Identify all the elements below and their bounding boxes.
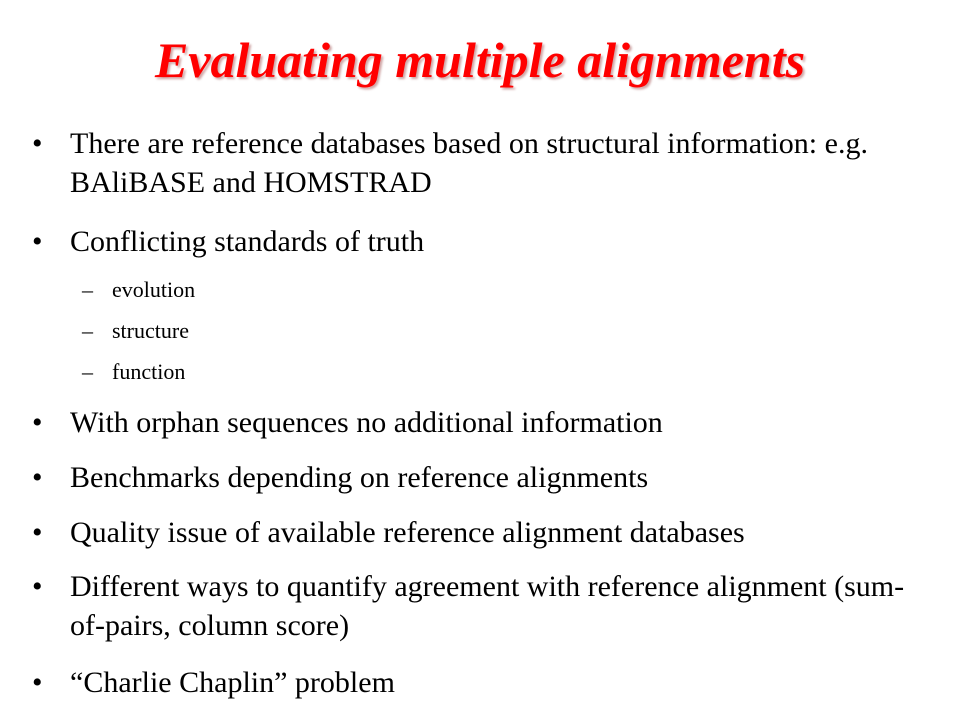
bullet-text: Conflicting standards of truth bbox=[70, 225, 425, 258]
bullet-text: Benchmarks depending on reference alignments bbox=[70, 461, 649, 494]
bullet-text: Different ways to quantify agreement with reference alignment (sum-of-pairs, column score) bbox=[70, 570, 905, 642]
sub-bullet-text: function bbox=[112, 359, 186, 384]
bullet-item bbox=[32, 403, 930, 442]
bullet-text: With orphan sequences no additional information bbox=[70, 406, 663, 439]
bullet-text: There are reference databases based on structural information: e.g. BAliBASE and HOMSTRAD bbox=[70, 127, 868, 199]
sub-bullet-marker: – bbox=[82, 318, 93, 343]
sub-bullet-item bbox=[82, 317, 812, 345]
bullet-item bbox=[32, 663, 930, 702]
bullet-text: “Charlie Chaplin” problem bbox=[70, 666, 395, 699]
sub-bullet-text: structure bbox=[112, 318, 189, 343]
sub-bullet-item bbox=[82, 358, 812, 386]
bullet-item bbox=[32, 513, 930, 552]
sub-bullet-marker: – bbox=[82, 359, 93, 384]
slide-title: Evaluating multiple alignments bbox=[154, 32, 806, 88]
bullet-item bbox=[32, 458, 930, 497]
sub-bullet-item bbox=[82, 276, 812, 304]
bullet-marker: • bbox=[32, 406, 43, 439]
sub-bullet-text: evolution bbox=[112, 277, 196, 302]
bullet-text: Quality issue of available reference alignment databases bbox=[70, 516, 745, 549]
bullet-item bbox=[32, 567, 930, 645]
sub-bullet-marker: – bbox=[82, 277, 93, 302]
bullet-marker: • bbox=[32, 666, 43, 699]
bullet-item bbox=[32, 222, 930, 261]
bullet-marker: • bbox=[32, 570, 43, 603]
bullet-marker: • bbox=[32, 461, 43, 494]
bullet-marker: • bbox=[32, 225, 43, 258]
bullet-marker: • bbox=[32, 516, 43, 549]
bullet-marker: • bbox=[32, 127, 43, 160]
bullet-item bbox=[32, 124, 930, 202]
